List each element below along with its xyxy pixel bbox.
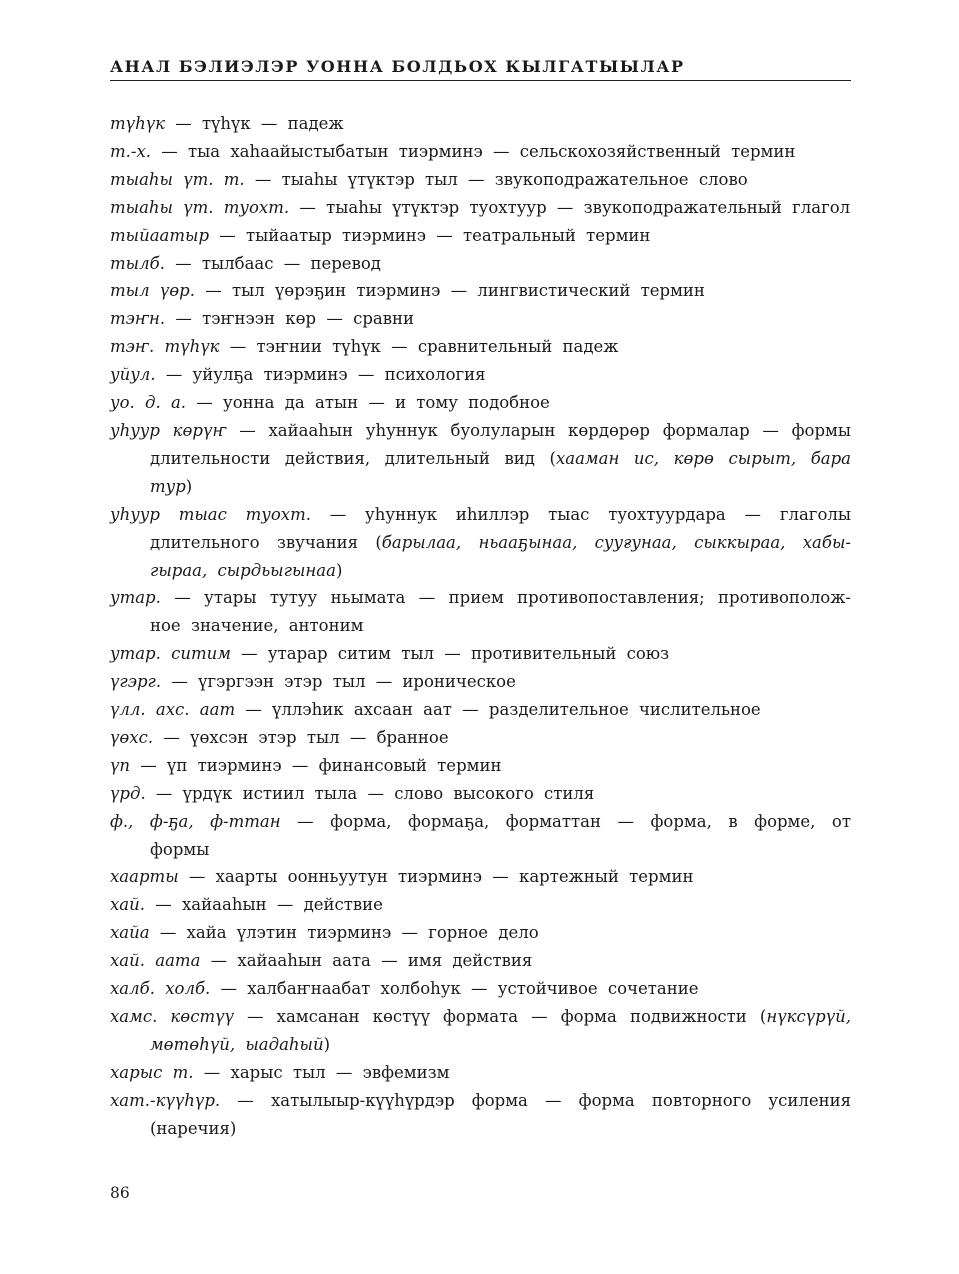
abbreviation-term: хай.: [110, 895, 146, 915]
abbreviation-definition: — тыл үөрэҕин тиэрминэ — лингвистический термин: [195, 281, 705, 301]
abbreviation-entry: [110, 333, 851, 361]
abbreviation-entry: [110, 277, 851, 305]
running-head: АНАЛ БЭЛИЭЛЭР УОННА БОЛДЬОХ КЫЛГАТЫЫЛАР: [110, 57, 685, 76]
abbreviation-definition: — уйулҕа тиэрминэ — психология: [155, 365, 486, 385]
abbreviation-definition: — хайа үлэтин тиэрминэ — горное дело: [149, 923, 539, 943]
abbreviation-list: [110, 110, 851, 1143]
abbreviation-definition: — үгэргээн этэр тыл — ироническое: [161, 672, 516, 692]
abbreviation-definition: — үөхсэн этэр тыл — бранное: [153, 727, 449, 747]
abbreviation-term: уйул.: [110, 365, 156, 385]
abbreviation-entry: [110, 919, 851, 947]
abbreviation-definition: — уонна да атын — и тому подобное: [186, 393, 550, 413]
abbreviation-term: тэҥ. түһүк: [110, 337, 220, 357]
abbreviation-entry: [110, 194, 851, 222]
abbreviation-term: уо. д. а.: [110, 393, 187, 413]
abbreviation-definition: — тыйаатыр тиэрминэ — театральный термин: [209, 225, 651, 245]
abbreviation-entry: [110, 166, 851, 194]
abbreviation-term: ф., ф-ҕа, ф-ттан: [110, 811, 281, 831]
abbreviation-term: хамс. көстүү: [110, 1007, 234, 1026]
abbreviation-term: хат.-күүһүр.: [110, 1090, 221, 1110]
abbreviation-definition: — хайааһын уһуннук буолуларын көрдөрөр формалар — формы длительности действия, длительный вид (: [150, 420, 851, 468]
abbreviation-term: үгэрг.: [110, 672, 162, 692]
abbreviation-entry: [110, 668, 851, 696]
header-rule: [110, 80, 851, 81]
abbreviation-definition: — хатылыыр-күүһүрдэр форма — форма повторного усиления (наречия): [150, 1090, 851, 1138]
abbreviation-entry: [110, 584, 851, 640]
abbreviation-definition: — хайааһын — действие: [145, 895, 383, 915]
abbreviation-definition: — уһуннук иһиллэр тыас туохтуурдара — глаголы длительного звучания (: [150, 504, 851, 552]
abbreviation-entry: [110, 389, 851, 417]
page-number: 86: [110, 1184, 130, 1202]
closing-paren: ): [323, 1034, 331, 1054]
abbreviation-definition: — үрдүк истиил тыла — слово высокого стиля: [145, 783, 595, 803]
abbreviation-definition: — утары тутуу ньымата — прием противопоставления; противополож-ное значение, антоним: [150, 588, 851, 636]
abbreviation-term: уһуур тыас туохт.: [110, 504, 311, 524]
abbreviation-definition: — хамсанан көстүү формата — форма подвижности (: [233, 1007, 767, 1026]
abbreviation-definition: — тэҥнээн көр — сравни: [165, 309, 415, 329]
abbreviation-term: тыаһы үт. туохт.: [110, 197, 290, 217]
abbreviation-term: тыаһы үт. т.: [110, 169, 245, 189]
abbreviation-definition: — тэҥнии түһүк — сравнительный падеж: [219, 337, 619, 357]
abbreviation-term: түһүк: [110, 114, 165, 133]
abbreviation-entry: [110, 1059, 851, 1087]
abbreviation-definition: — тыаһы үтүктэр тыл — звукоподражательное слово: [244, 169, 748, 189]
abbreviation-term: уһуур көрүҥ: [110, 420, 227, 440]
abbreviation-term: хаарты: [110, 867, 179, 887]
abbreviation-definition: — үп тиэрминэ — финансовый термин: [130, 755, 502, 775]
abbreviation-term: тыйаатыр: [110, 225, 210, 245]
abbreviation-definition: — тыа хаһаайыстыбатын тиэрминэ — сельскохозяйственный термин: [151, 141, 796, 161]
abbreviation-entry: [110, 361, 851, 389]
abbreviation-entry: [110, 863, 851, 891]
abbreviation-term: т.-х.: [110, 141, 152, 161]
example-words: хааман ис, көрө сырыт, бара тур: [150, 448, 852, 496]
abbreviation-entry: [110, 724, 851, 752]
abbreviation-entry: [110, 947, 851, 975]
example-words: барылаа, ньааҕынаа, сууғунаа, сыккыраа, хабы-гыраа, сырдьыгынаа: [150, 532, 851, 580]
abbreviation-term: тэҥн.: [110, 309, 166, 329]
abbreviation-definition: — халбаҥнаабат холбоһук — устойчивое сочетание: [210, 979, 699, 999]
abbreviation-term: хай. аата: [110, 951, 201, 971]
abbreviation-term: халб. холб.: [110, 979, 211, 999]
abbreviation-entry: [110, 250, 851, 278]
abbreviation-definition: — тылбаас — перевод: [164, 253, 381, 273]
abbreviation-entry: [110, 640, 851, 668]
abbreviation-definition: — харыс тыл — эвфемизм: [193, 1062, 450, 1082]
abbreviation-term: утар.: [110, 588, 161, 608]
abbreviation-definition: — форма, формаҕа, форматтан — форма, в форме, от формы: [150, 811, 851, 859]
abbreviation-term: утар. ситим: [110, 644, 231, 664]
abbreviation-definition: — хаарты оонньуутун тиэрминэ — картежный термин: [178, 867, 694, 887]
closing-paren: ): [335, 560, 343, 580]
abbreviation-definition: — утарар ситим тыл — противительный союз: [230, 644, 670, 664]
abbreviation-term: хайа: [110, 923, 150, 943]
abbreviation-entry: [110, 305, 851, 333]
abbreviation-entry: [110, 752, 851, 780]
abbreviation-entry: [110, 110, 851, 138]
abbreviation-entry: [110, 808, 851, 864]
abbreviation-entry: [110, 696, 851, 724]
abbreviation-definition: — түһүк — падеж: [164, 114, 344, 133]
abbreviation-definition: — тыаһы үтүктэр туохтуур — звукоподражательный глагол: [289, 197, 851, 217]
abbreviation-term: үп: [110, 755, 131, 775]
abbreviation-entry: [110, 138, 851, 166]
abbreviation-entry: [110, 1087, 851, 1143]
abbreviation-term: тыл үөр.: [110, 281, 195, 301]
example-words: нүксүрүй, мөтөһүй, ыадаһый: [150, 1007, 851, 1054]
abbreviation-entry: [110, 417, 851, 501]
abbreviation-entry: [110, 222, 851, 250]
abbreviation-definition: — үллэһик ахсаан аат — разделительное числительное: [235, 700, 761, 720]
abbreviation-term: үлл. ахс. аат: [110, 700, 236, 720]
abbreviation-entry: [110, 1003, 851, 1059]
abbreviation-term: үрд.: [110, 783, 146, 803]
abbreviation-entry: [110, 780, 851, 808]
abbreviation-term: тылб.: [110, 253, 165, 273]
abbreviation-term: харыс т.: [110, 1062, 194, 1082]
abbreviation-entry: [110, 975, 851, 1003]
abbreviation-term: үөхс.: [110, 727, 154, 747]
abbreviation-definition: — хайааһын аата — имя действия: [200, 951, 533, 971]
abbreviation-entry: [110, 501, 851, 585]
abbreviation-entry: [110, 891, 851, 919]
closing-paren: ): [185, 476, 193, 496]
